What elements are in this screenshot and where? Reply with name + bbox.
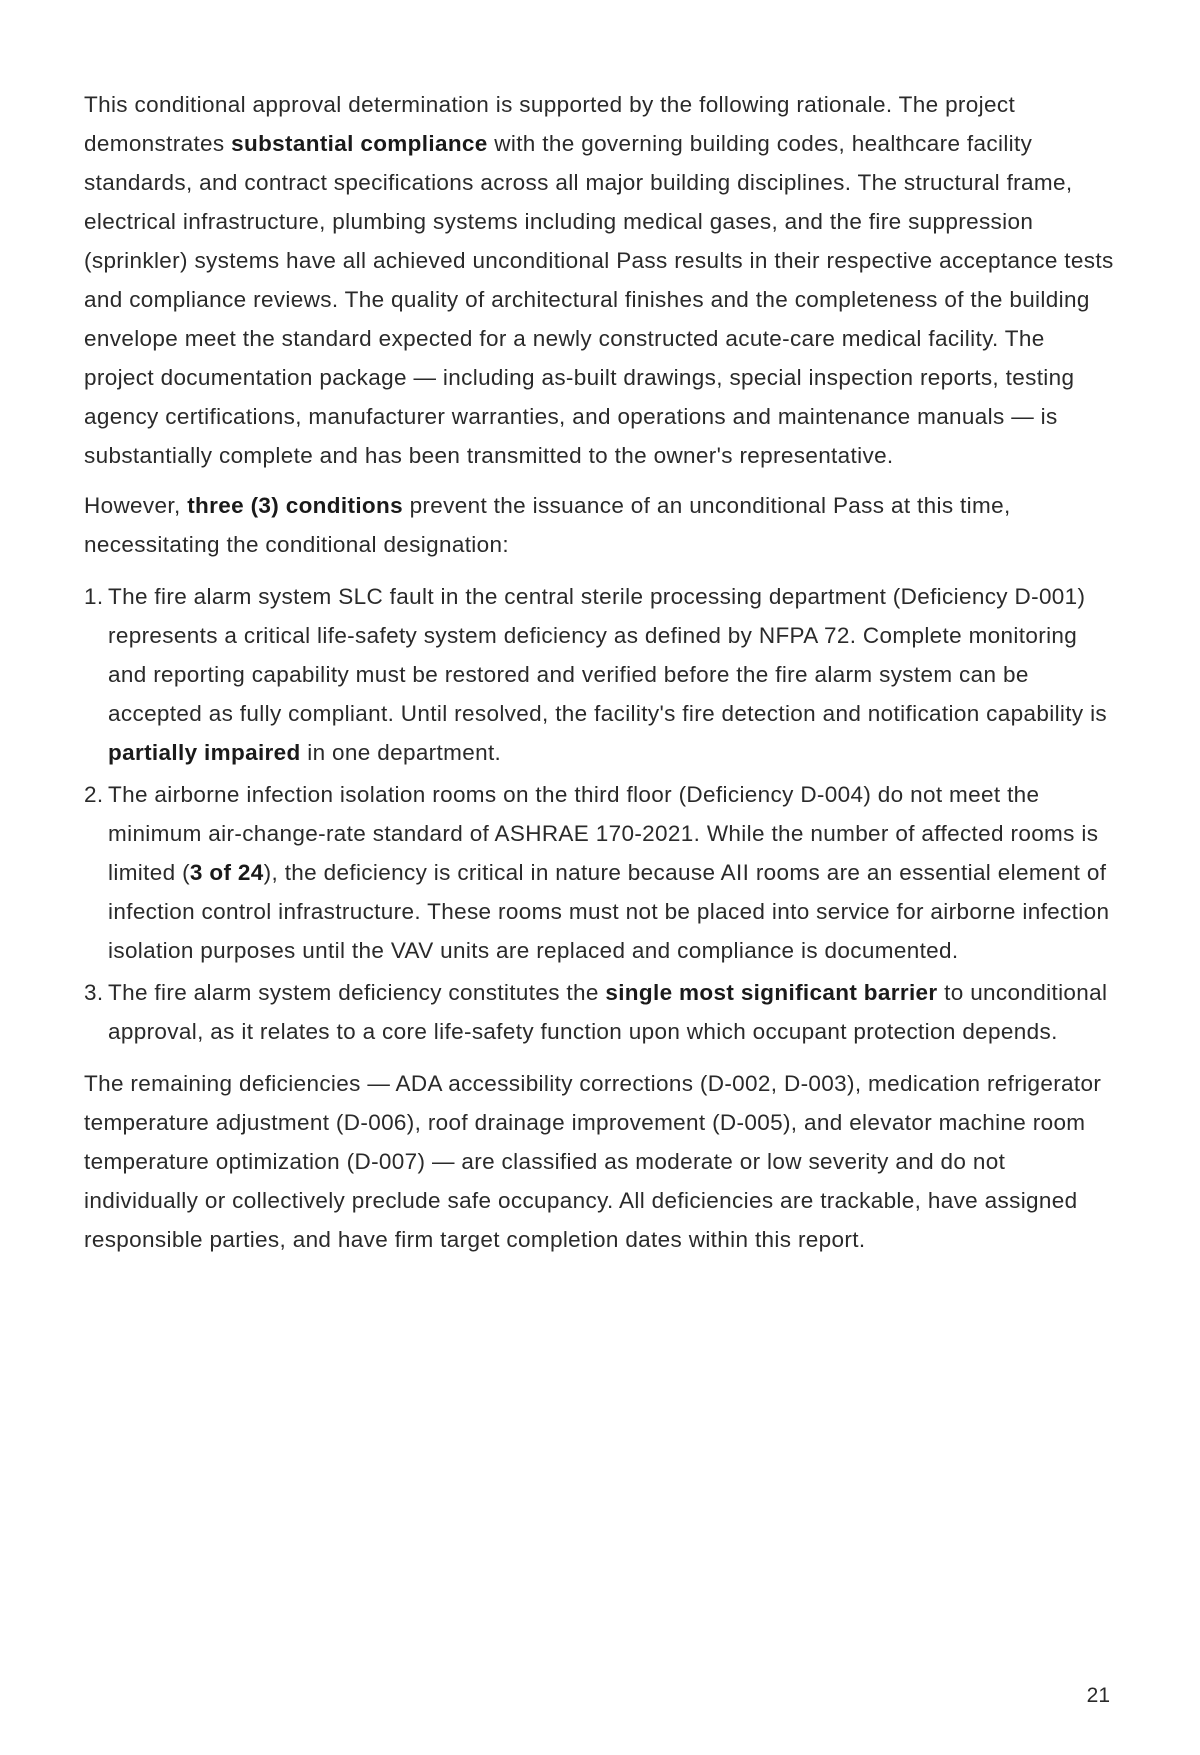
condition-3-bold: single most significant barrier xyxy=(605,980,938,1005)
conditions-intro-text-1: However, xyxy=(84,493,188,518)
condition-1-text-1: The fire alarm system SLC fault in the central sterile processing department (Deficiency D-001) represents a critical life-safety system deficiency as defined by NFPA 72. Complete monitoring and reporting capability must be restored and verified before the fire alarm system can be accepted as fully compliant. Until resolved, the facility's fire detection and notification capability is xyxy=(108,584,1108,726)
rationale-text-2: with the governing building codes, healthcare facility standards, and contract specifications across all major building disciplines. The structural frame, electrical infrastructure, plumbing systems including medical gases, and the fire suppression (sprinkler) systems have all achieved unconditional Pass results in their respective acceptance tests and compliance reviews. The quality of architectural finishes and the completeness of the building envelope meet the standard expected for a newly constructed acute-care medical facility. The project documentation package — including as-built drawings, special inspection reports, testing agency certifications, manufacturer warranties, and operations and maintenance manuals — is substantially complete and has been transmitted to the owner's representative. xyxy=(84,131,1114,468)
condition-item-1 xyxy=(108,577,1114,772)
remaining-deficiencies-paragraph: The remaining deficiencies — ADA accessibility corrections (D-002, D-003), medication refrigerator temperature adjustment (D-006), roof drainage improvement (D-005), and elevator machine room temperature optimization (D-007) — are classified as moderate or low severity and do not individually or collectively preclude safe occupancy. All deficiencies are trackable, have assigned responsible parties, and have firm target completion dates within this report. xyxy=(84,1071,1102,1252)
condition-3-text-2: to unconditional approval, as it relates to a core life-safety function upon which occupant protection depends. xyxy=(108,980,1108,1044)
condition-1-text-2: in one department. xyxy=(300,740,502,765)
rationale-text-1: This conditional approval determination is supported by the following rationale. The project demonstrates xyxy=(84,92,1016,156)
condition-2-text-1: The airborne infection isolation rooms on the third floor (Deficiency D-004) do not meet the minimum air-change-rate standard of ASHRAE 170-2021. While the number of affected rooms is limited ( xyxy=(108,782,1099,885)
conditions-intro-paragraph xyxy=(84,486,1114,564)
condition-item-3 xyxy=(108,973,1114,1051)
page-number: 21 xyxy=(1086,1684,1110,1707)
conditions-intro-bold-three-conditions: three (3) conditions xyxy=(187,493,403,518)
condition-2-bold: 3 of 24 xyxy=(189,860,264,885)
conditions-list xyxy=(84,577,1114,1051)
condition-1-bold: partially impaired xyxy=(108,740,301,765)
condition-item-2 xyxy=(108,775,1114,970)
conditions-intro-text-2: prevent the issuance of an unconditional Pass at this time, necessitating the conditional designation: xyxy=(84,493,1011,557)
page-body xyxy=(84,85,1114,1270)
rationale-bold-substantial-compliance: substantial compliance xyxy=(231,131,488,156)
condition-3-text-1: The fire alarm system deficiency constitutes the xyxy=(108,980,606,1005)
condition-2-text-2: ), the deficiency is critical in nature because AII rooms are an essential element of infection control infrastructure. These rooms must not be placed into service for airborne infection isolation purposes until the VAV units are replaced and compliance is documented. xyxy=(108,860,1110,963)
rationale-paragraph xyxy=(84,85,1114,475)
